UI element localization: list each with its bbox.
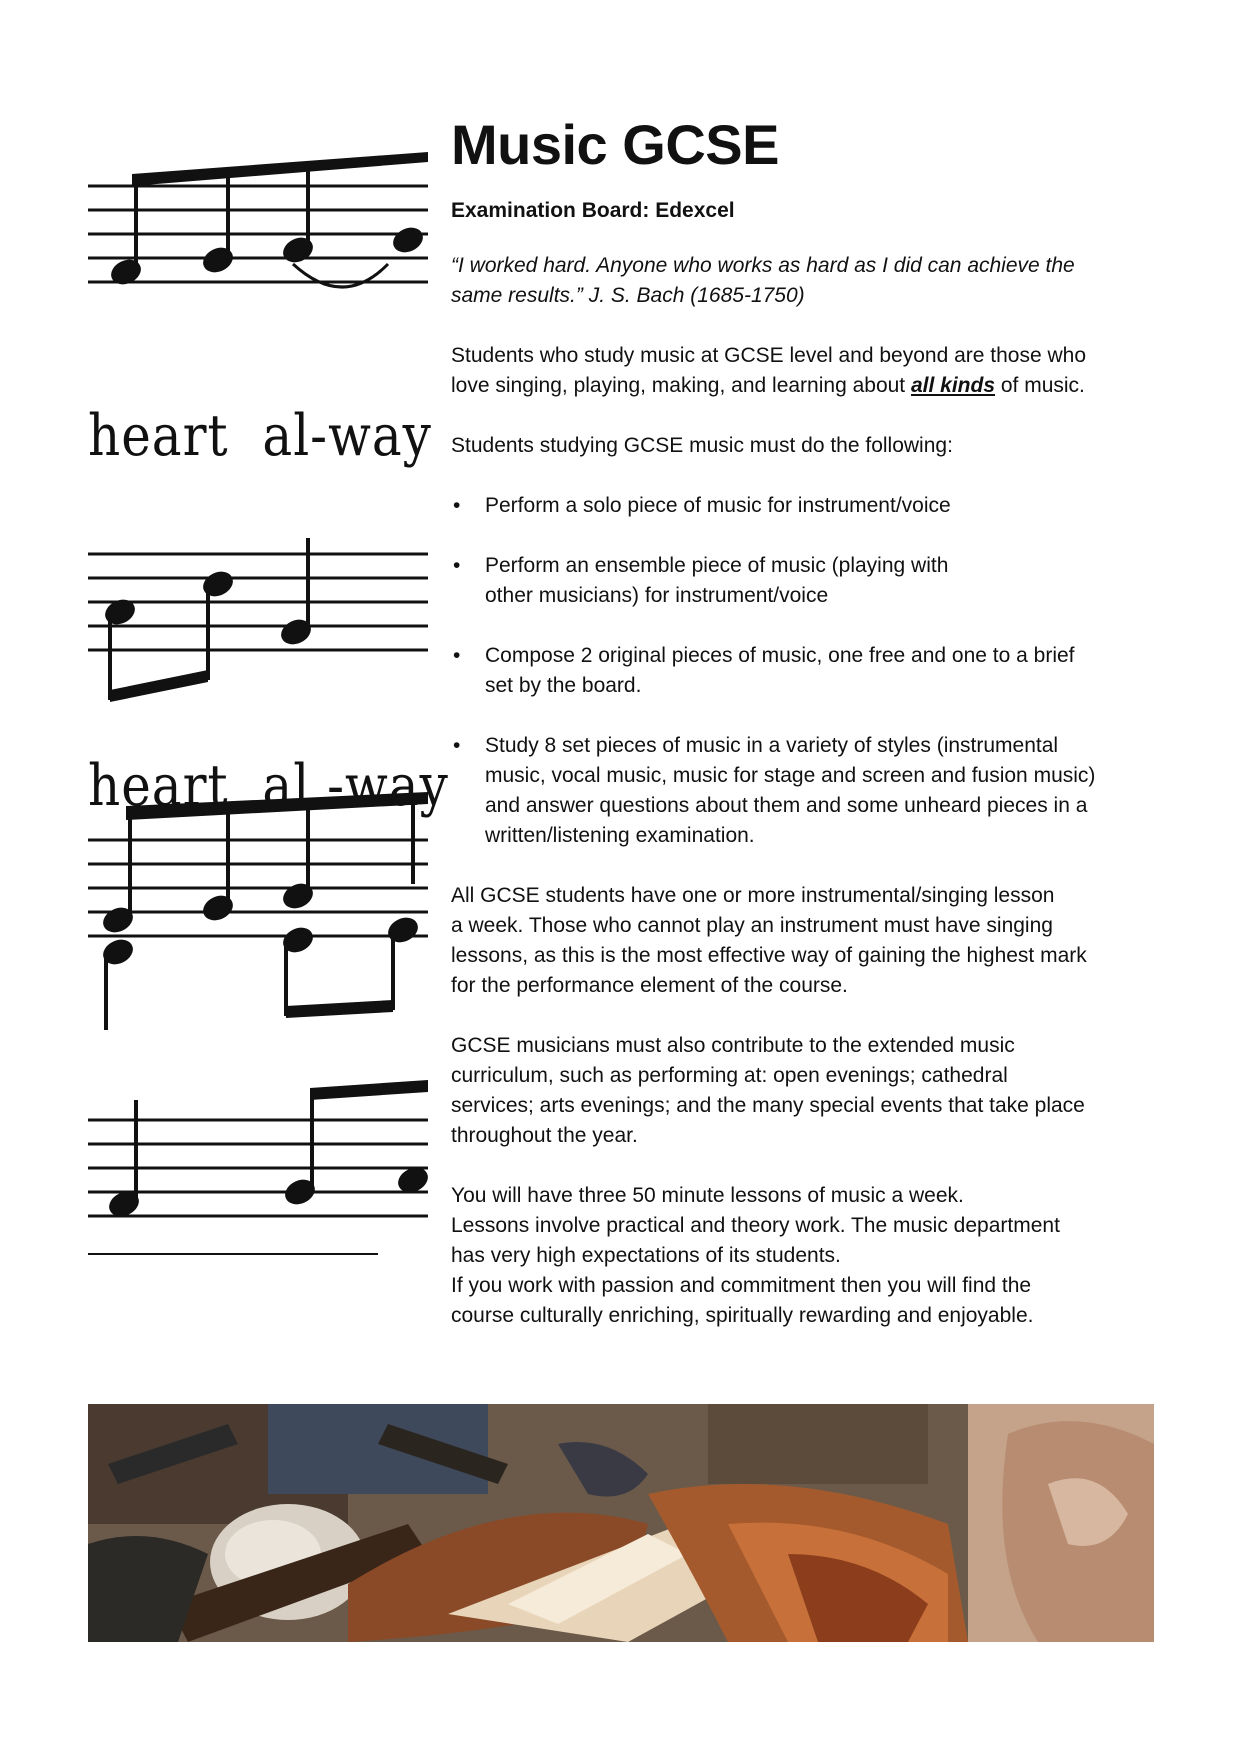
all-kinds-emphasis: all kinds	[910, 374, 996, 397]
closing-paragraph	[451, 1181, 1151, 1331]
para-line: You will have three 50 minute lessons of music a week.	[451, 1184, 964, 1207]
music-notation-column	[88, 140, 449, 1390]
lessons-paragraph	[451, 881, 1151, 1001]
list-item-text: and answer questions about them and some unheard pieces in a	[485, 794, 1088, 817]
para-line: lessons, as this is the most effective way of gaining the highest mark	[451, 944, 1087, 967]
quote-line: “I worked hard. Anyone who works as hard as I did can achieve the	[451, 254, 1075, 277]
bullet-icon: •	[453, 734, 461, 757]
para-line: If you work with passion and commitment then you will find the	[451, 1274, 1032, 1297]
list-item-text: Compose 2 original pieces of music, one free and one to a brief	[485, 644, 1075, 667]
requirements-list	[451, 491, 1151, 851]
para-line: All GCSE students have one or more instrumental/singing lesson	[451, 884, 1055, 907]
bullet-icon: •	[453, 554, 461, 577]
requirements-heading: Students studying GCSE music must do the following:	[451, 434, 953, 457]
quote-line: same results.” J. S. Bach (1685-1750)	[451, 284, 805, 307]
list-item-text: music, vocal music, music for stage and screen and fusion music)	[485, 764, 1096, 787]
staff-2	[88, 538, 428, 702]
para-line: GCSE musicians must also contribute to the extended music	[451, 1034, 1015, 1057]
list-item	[451, 491, 1151, 521]
list-item-text: Study 8 set pieces of music in a variety of styles (instrumental	[485, 734, 1059, 757]
bullet-icon: •	[453, 644, 461, 667]
extended-curriculum-paragraph	[451, 1031, 1151, 1151]
list-item-text: other musicians) for instrument/voice	[485, 584, 829, 607]
list-item	[451, 551, 1151, 611]
para-line: curriculum, such as performing at: open evenings; cathedral	[451, 1064, 1008, 1087]
list-item	[451, 641, 1151, 701]
bullet-icon: •	[453, 494, 461, 517]
orchestra-painting	[88, 1404, 1154, 1642]
list-item-text: Perform an ensemble piece of music (playing with	[485, 554, 949, 577]
list-item	[451, 731, 1151, 851]
exam-board: Examination Board: Edexcel	[451, 199, 735, 222]
list-item-text: set by the board.	[485, 674, 642, 697]
para-line: services; arts evenings; and the many special events that take place	[451, 1094, 1085, 1117]
list-item-text: Perform a solo piece of music for instrument/voice	[485, 494, 951, 517]
para-line: has very high expectations of its students.	[451, 1244, 841, 1267]
intro-text: love singing, playing, making, and learning about	[451, 374, 911, 397]
page-title: Music GCSE	[451, 113, 779, 176]
para-line: Lessons involve practical and theory work. The music department	[451, 1214, 1060, 1237]
para-line: throughout the year.	[451, 1124, 638, 1147]
orchestra-painting-image	[88, 1404, 1154, 1642]
staff-1	[88, 152, 428, 288]
intro-line-2	[451, 371, 1151, 401]
para-line: for the performance element of the course.	[451, 974, 848, 997]
para-line: a week. Those who cannot play an instrument must have singing	[451, 914, 1053, 937]
bach-quote	[451, 251, 1151, 311]
intro-paragraph	[451, 341, 1151, 401]
main-content	[451, 112, 1151, 1361]
intro-text: of music.	[995, 374, 1085, 397]
lyric-text: heart al -way	[88, 752, 449, 819]
para-line: course culturally enriching, spiritually rewarding and enjoyable.	[451, 1304, 1034, 1327]
lyric-text: heart al-way	[88, 402, 432, 469]
staff-4	[88, 1080, 428, 1254]
intro-line: Students who study music at GCSE level and beyond are those who	[451, 344, 1087, 367]
list-item-text: written/listening examination.	[485, 824, 755, 847]
staff-3	[88, 792, 428, 1030]
